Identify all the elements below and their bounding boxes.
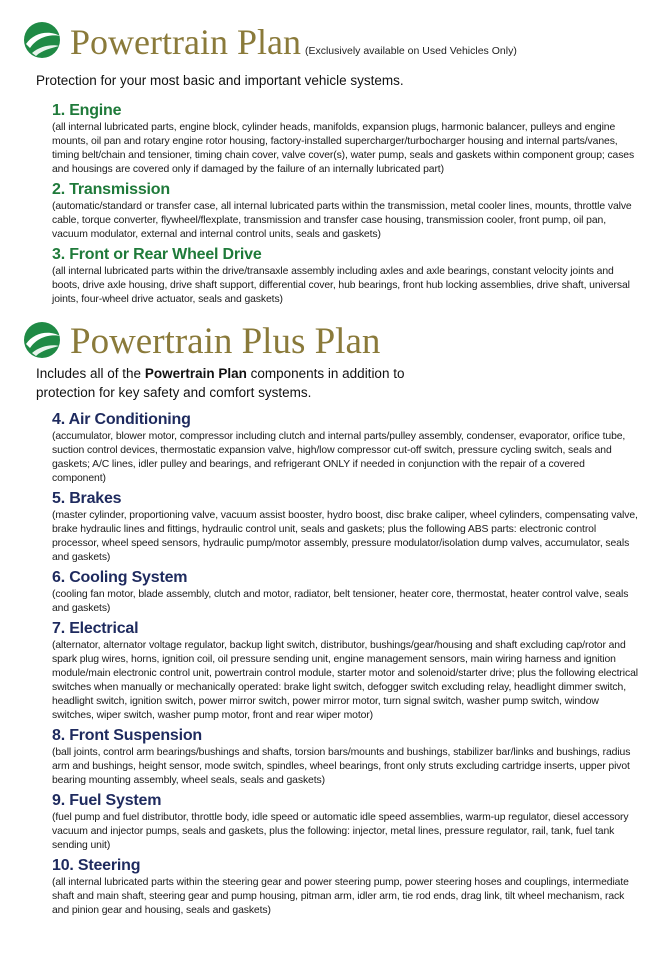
section-wheel-drive — [52, 245, 638, 307]
section-body: (accumulator, blower motor, compressor including clutch and internal parts/pulley assembly, condenser, evaporator, orifice tube, suction control devices, thermostatic expansion valve, high/low compressor cut-off switch, pressure cycling switch, seals and gaskets; A/C lines, idler pulley and bearings, and refrigerant ONLY if needed in conjunction with the repair of a covered component) — [52, 431, 626, 484]
section-title: 8. Front Suspension — [52, 727, 202, 744]
section-air-conditioning — [52, 410, 638, 486]
section-body: (all internal lubricated parts, engine block, cylinder heads, manifolds, expansion plugs, harmonic balancer, pulleys and engine mounts, oil pan and rotary engine rotor housing, factory-installed supercharger/turbocharger housing and internal parts/vanes, timing belt/chain and tensioner, timing chain cover, valve cover(s), water pump, seals and gaskets within component group; cases and housings are covered only if damaged by the failure of an internally lubricated part) — [52, 122, 635, 175]
section-electrical — [52, 619, 638, 723]
section-body: (cooling fan motor, blade assembly, clutch and motor, radiator, belt tensioner, heater core, thermostat, heater control valve, seals and gaskets) — [52, 589, 629, 614]
section-title: 9. Fuel System — [52, 792, 162, 809]
section-title: 2. Transmission — [52, 181, 170, 198]
globe-logo-icon — [22, 20, 62, 60]
section-title: 4. Air Conditioning — [52, 411, 191, 428]
section-body: (fuel pump and fuel distributor, throttle body, idle speed or automatic idle speed assemblies, warm-up regulator, diesel accessory vacuum and injector pumps, seals and gaskets, plus the following: injector, metal lines, pressure regulator, rail, tank, fuel tank sending unit) — [52, 812, 629, 851]
section-title: 1. Engine — [52, 102, 122, 119]
section-title: 6. Cooling System — [52, 569, 188, 586]
plan2-intro-pre: Includes all of the — [36, 366, 145, 381]
section-steering — [52, 856, 638, 918]
section-brakes — [52, 489, 638, 565]
section-cooling-system — [52, 568, 638, 616]
section-title: 3. Front or Rear Wheel Drive — [52, 246, 262, 263]
plan2-title: Powertrain Plus Plan — [70, 321, 381, 362]
section-front-suspension — [52, 726, 638, 788]
plan2-intro-bold: Powertrain Plan — [144, 366, 247, 381]
section-body: (alternator, alternator voltage regulator, backup light switch, distributor, bushings/gear/housing and shaft excluding cap/rotor and spark plug wires, horns, ignition coil, oil pressure sending unit, engine management sensors, main wiring harness and ignition module/main electronic control unit, powertrain control module, starter motor and solenoid/starter drive; plus the following electrical switches when manually or mechanically operated: brake light switch, defogger switch excluding relay, headlight dimmer switch, headlight switch, ignition switch, power mirror switch, power mirror motor, turn signal switch, washer pump switch, window switches, wiper switch, washer pump motor, front and rear wiper motor) — [52, 640, 638, 721]
globe-logo-icon — [22, 320, 62, 360]
section-title: 10. Steering — [52, 857, 141, 874]
plan2-intro — [36, 364, 456, 402]
section-fuel-system — [52, 791, 638, 853]
plan1-sections — [52, 101, 638, 310]
section-title: 7. Electrical — [52, 620, 139, 637]
section-transmission — [52, 180, 638, 242]
section-title: 5. Brakes — [52, 490, 122, 507]
section-body: (master cylinder, proportioning valve, vacuum assist booster, hydro boost, disc brake caliper, wheel cylinders, compensating valve, brake hydraulic lines and fittings, hydraulic control unit, seals and gaskets; plus the following ABS parts: electronic control processor, wheel speed sensors, hydraulic pump/motor assembly, pressure modulator/isolation dump valves, accumulator, seals and gaskets) — [52, 510, 638, 563]
plan2-header — [22, 320, 380, 360]
plan2-intro-post: components in addition to protection for key safety and comfort systems. — [36, 366, 405, 400]
section-engine — [52, 101, 638, 177]
section-body: (all internal lubricated parts within the steering gear and power steering pump, power steering hoses and couplings, intermediate shaft and main shaft, steering gear and pump housing, pitman arm, idler arm, tie rod ends, drag link, tilt wheel mechanism, rack and pinion gear and housing, seals and gaskets) — [52, 877, 629, 916]
section-body: (ball joints, control arm bearings/bushings and shafts, torsion bars/mounts and bushings, stabilizer bar/links and bushings, radius arm and bushings, height sensor, mode switch, spindles, wheel bearings, front only struts excluding cartridge inserts, upper pivot bearing mounting assembly, wheel seals, seals and gaskets) — [52, 747, 631, 786]
section-body: (all internal lubricated parts within the drive/transaxle assembly including axles and axle bearings, constant velocity joints and boots, drive axle housing, drive shaft support, differential cover, hub bearings, front hub locking assemblies, drive shaft, universal joints, four-wheel drive actuator, seals and gaskets) — [52, 266, 630, 305]
plan1-intro: Protection for your most basic and important vehicle systems. — [36, 73, 404, 88]
plan2-sections — [52, 410, 638, 921]
plan1-note: (Exclusively available on Used Vehicles Only) — [304, 45, 517, 57]
plan1-header — [22, 20, 517, 60]
plan1-title: Powertrain Plan — [70, 22, 301, 62]
section-body: (automatic/standard or transfer case, all internal lubricated parts within the transmission, metal cooler lines, mounts, throttle valve cable, torque converter, flywheel/flexplate, transmission and transfer case housing, transmission cooler, front pump, oil pan, vacuum modulator, external and internal control units, seals and gaskets) — [52, 201, 632, 240]
